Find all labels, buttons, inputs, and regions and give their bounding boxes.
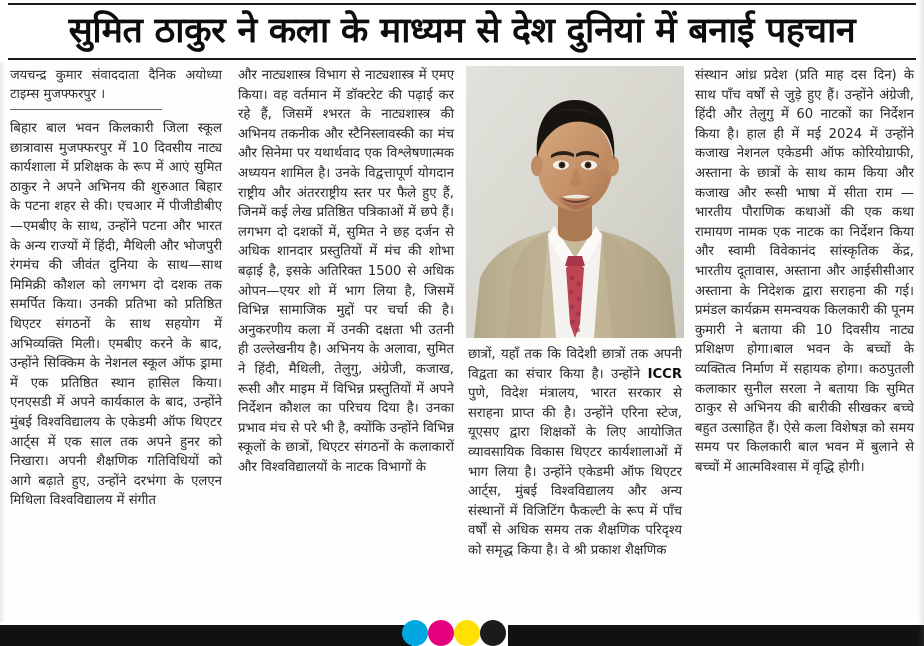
column-3-body (468, 345, 682, 561)
headline-rule-bottom (8, 58, 916, 60)
column-1-body: बिहार बाल भवन किलकारी जिला स्कूल छात्रावास मुजफ्फरपुर में 10 दिवसीय नाट्य कार्यशाला में प्रशिक्षक के रूप में आएं सुमित ठाकुर ने अपने अभिनय की शुरुआत बिहार के पटना शहर से की। एचआर में पीजीडीबीए—एमबीए के साथ, उन्होंने पटना और भारत के अन्य राज्यों में हिंदी, मैथिली और भोजपुरी रंगमंच की जीवंत दुनिया के साथ—साथ मिमिक्री कौशल को लगभग दो दशक तक समर्पित किया। उनकी प्रतिभा को प्रतिष्ठित थिएटर संगठनों के साथ सहयोग में अभिव्यक्ति मिली। एमबीए करने के बाद, उन्होंने सिक्किम के नेशनल स्कूल ऑफ ड्रामा में एक प्रतिष्ठित स्थान हासिल किया। एनएसडी में अपने कार्यकाल के बाद, उन्होंने मुंबई विश्वविद्यालय के एकेडमी ऑफ थिएटर आर्ट्स में एक साल तक अपने हुनर को निखारा। अपनी शैक्षणिक गतिविधियों को आगे बढ़ाते हुए, उन्होंने दरभंगा के एलएन मिथिला विश्वविद्यालय में संगीत (10, 121, 222, 509)
portrait-photo-image (466, 66, 684, 338)
yellow-dot (454, 620, 480, 646)
column-3-text-before: छात्रों, यहाँ तक कि विदेशी छात्रों तक अपनी विद्वता का संचार किया है। उन्होंने (468, 347, 682, 382)
registration-bar-left (0, 625, 412, 646)
column-4-body: संस्थान आंध्र प्रदेश (प्रति माह दस दिन) के साथ पाँच वर्षों से जुड़े हुए हैं। उन्होंने अंग्रेजी, हिंदी और तेलुगु में 60 नाटकों का निर्देशन किया है। हाल ही में मई 2024 में उन्होंने कजाख नेशनल एकेडमी ऑफ कोरियोग्राफी, अस्ताना के छात्रों के साथ काम किया और कजाख और रूसी भाषा में सीता राम — भारतीय पौराणिक कथाओं की एक कथा रामायण नामक एक नाटक का निर्देशन किया और स्वामी विवेकानंद सांस्कृतिक केंद्र, भारतीय दूतावास, अस्ताना और आईसीसीआर अस्ताना के निदेशक द्वारा सराहना की गई। प्रमंडल कार्यक्रम समन्वयक किलकारी की पूनम कुमारी ने बताया की 10 दिवसीय नाट्य प्रशिक्षण होगा।बाल भवन के बच्चों के व्यक्तित्व निर्माण में सहायक होगा। कठपुतली कलाकार सुनील सरला ने बताया कि सुमित ठाकुर से अभिनय की बारीकी सीखकर बच्चे बहुत उत्साहित हैं। ऐसे कला विशेषज्ञ को समय समय पर किलकारी बाल भवन में बुलाने से बच्चों में आत्मविश्वास में वृद्धि होगी। (695, 68, 914, 475)
scan-edge-left (0, 62, 5, 622)
iccr-mention: ICCR (647, 366, 682, 382)
byline: जयचन्द्र कुमार संवाददाता दैनिक अयोध्या टाइम्स मुजफ्फरपुर । (10, 68, 222, 102)
article-column-1 (10, 66, 222, 511)
headline-zone (0, 0, 924, 62)
article-column-4 (695, 66, 914, 477)
column-3-text-after: पुणे, विदेश मंत्रालय, भारत सरकार से सराहना प्राप्त की है। उन्होंने एरिना स्टेज, यूएसए द्वारा शिक्षकों के लिए आयोजित व्यावसायिक विकास थिएटर कार्यशालाओं में भाग लिया है। उन्होंने एकेडमी ऑफ थिएटर आर्ट्स, मुंबई विश्वविद्यालय और अन्य संस्थानों में विजिटिंग फैकल्टी के रूप में पाँच वर्षों से अधिक समय तक शैक्षणिक परिदृश्य को समृद्ध किया है। वे श्री प्रकाश शैक्षणिक (468, 386, 682, 558)
article-column-3 (468, 345, 682, 561)
cmyk-registration-dots (402, 622, 512, 646)
portrait-photo (466, 66, 684, 338)
registration-bar (0, 622, 924, 646)
black-dot (480, 620, 506, 646)
column-2-body: और नाट्यशास्त्र विभाग से नाट्यशास्त्र में एमए किया। वह वर्तमान में डॉक्टरेट की पढ़ाई कर रहे हैं, जिसमें श्भरत के नाट्यशास्त्र की अभिनय तकनीक और स्टैनिस्लावस्की का मंच और सिनेमा पर यथार्थवाद एक विश्लेषणात्मक अध्ययन शामिल है। उनके विद्वत्तापूर्ण योगदान राष्ट्रीय और अंतरराष्ट्रीय स्तर पर फैले हुए हैं, जिनमें कई लेख प्रतिष्ठित पत्रिकाओं में छपे हैं। लगभग दो दशकों में, सुमित ने छह दर्जन से अधिक शानदार प्रस्तुतियों में मंच की शोभा बढ़ाई है, इसके अतिरिक्त 1500 से अधिक ओपन—एयर शो में भाग लिया है, जिसमें विभिन्न सामाजिक मुद्दों पर चर्चा की है। अनुकरणीय कला में उनकी दक्षता भी उतनी ही उल्लेखनीय है। अभिनय के अलावा, सुमित ने हिंदी, मैथिली, तेलुगु, अंग्रेजी, कजाख, रूसी और माइम में विभिन्न प्रस्तुतियों में अपने निर्देशन कौशल का परिचय दिया है। उनका प्रभाव मंच से परे भी है, क्योंकि उन्होंने विभिन्न स्कूलों के छात्रों, थिएटर संगठनों के कलाकारों और विश्वविद्यालयों के नाटक विभागों के (238, 68, 454, 475)
scan-edge-right (918, 0, 924, 646)
cyan-dot (402, 620, 428, 646)
magenta-dot (428, 620, 454, 646)
page-title: सुमित ठाकुर ने कला के माध्यम से देश दुनियां में बनाई पहचान (68, 11, 856, 51)
registration-bar-right (508, 625, 924, 646)
byline-divider (10, 109, 162, 110)
article-column-2 (238, 66, 454, 477)
